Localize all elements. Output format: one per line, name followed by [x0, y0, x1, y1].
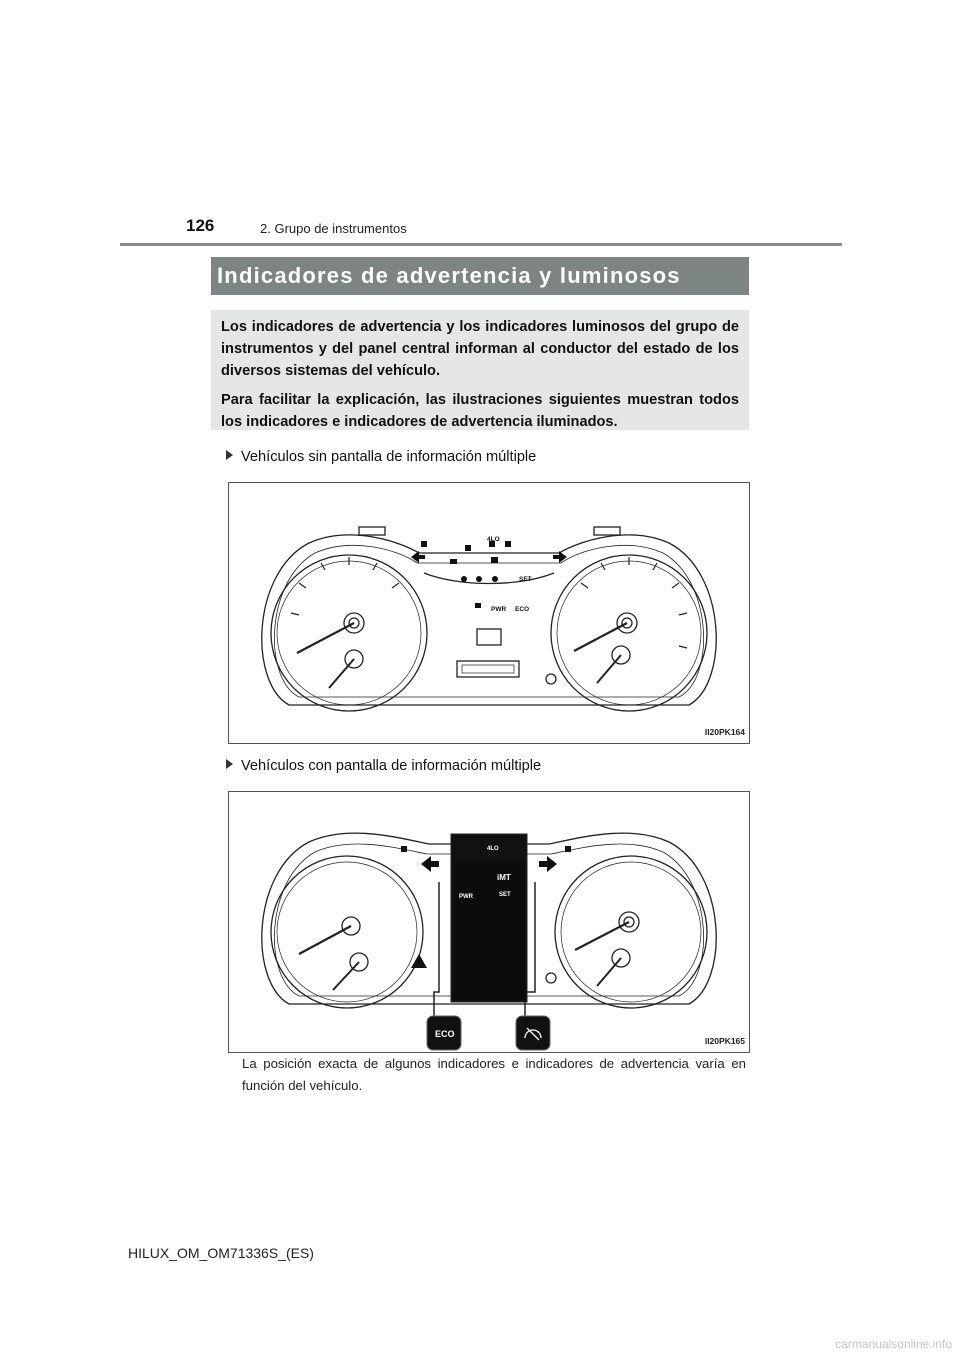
bullet-triangle-icon — [226, 759, 233, 769]
figure-2-caption — [226, 758, 541, 774]
display-4lo-label: 4LO — [487, 846, 499, 852]
figure-2-caption-text: Vehículos con pantalla de información múltiple — [241, 758, 542, 774]
figure-1 — [228, 482, 750, 744]
intro-paragraph-2: Para facilitar la explicación, las ilustraciones siguientes muestran todos los indicadores e indicadores de advertencia iluminados. — [221, 392, 739, 430]
figure-2 — [228, 791, 750, 1053]
figure-1-code: II20PK164 — [704, 727, 745, 737]
intro-paragraph-1: Los indicadores de advertencia y los indicadores luminosos del grupo de instrumentos y del panel central informan al conductor del estado de los diversos sistemas del vehículo. — [221, 319, 739, 379]
breadcrumb: 2. Grupo de instrumentos — [260, 221, 407, 236]
intro-box — [211, 310, 749, 430]
callout-eco-label: ECO — [435, 1029, 455, 1039]
section-title: Indicadores de advertencia y luminosos — [211, 257, 749, 295]
figure-1-caption-text: Vehículos sin pantalla de información múltiple — [241, 449, 537, 465]
footer-code: HILUX_OM_OM71336S_(ES) — [128, 1245, 314, 1261]
indicator-4lo-label: 4LO — [487, 536, 500, 543]
cluster-illustration-1 — [229, 483, 749, 743]
cluster-illustration-2 — [229, 792, 749, 1052]
indicator-pwr-label: PWR — [491, 606, 507, 613]
figure-1-caption — [226, 449, 536, 465]
indicator-set-label: SET — [519, 576, 532, 583]
page-number: 126 — [186, 216, 215, 235]
display-imt-label: iMT — [497, 873, 511, 882]
header-rule — [120, 243, 842, 246]
display-pwr-label: PWR — [459, 894, 473, 900]
figure-2-code: II20PK165 — [704, 1036, 745, 1046]
note-paragraph: La posición exacta de algunos indicadores e indicadores de advertencia varía en función del vehículo. — [242, 1056, 746, 1093]
indicator-eco-label: ECO — [515, 606, 530, 613]
bullet-triangle-icon — [226, 450, 233, 460]
display-set-label: SET — [499, 892, 511, 898]
watermark: carmanualsonline.info — [835, 1337, 952, 1351]
